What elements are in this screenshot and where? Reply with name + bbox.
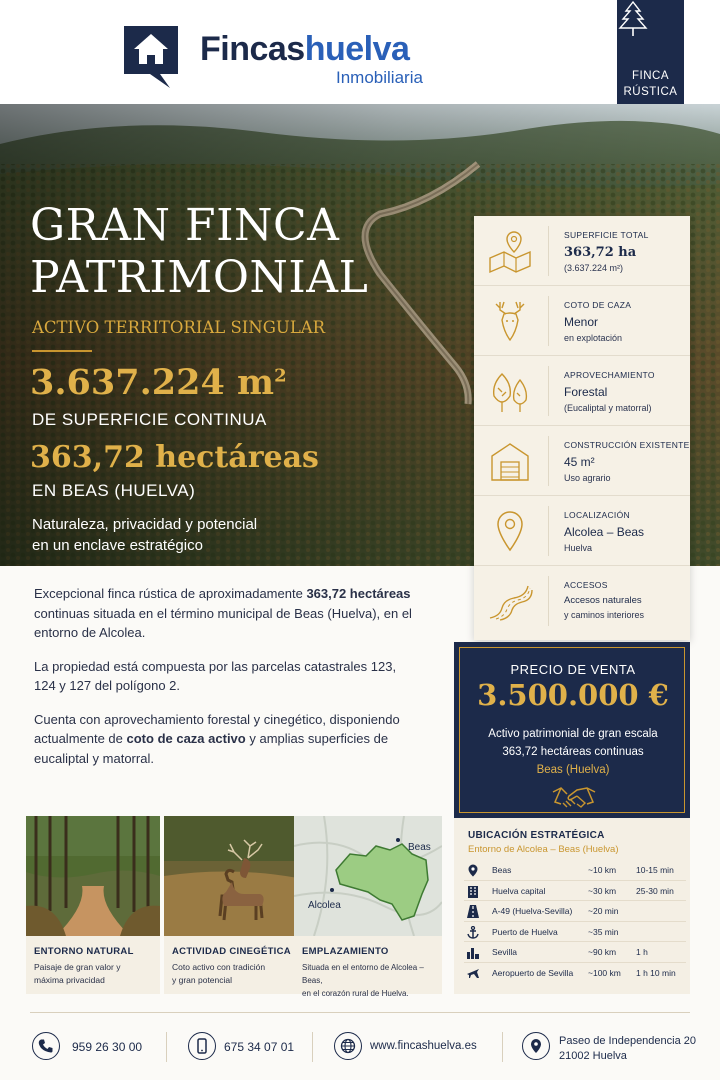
trees-icon <box>486 368 534 414</box>
hero-title: GRAN FINCA PATRIMONIAL <box>30 200 369 303</box>
location-row: Puerto de Huelva ~35 min <box>464 922 686 943</box>
price-value: 3.500.000 € <box>477 678 669 712</box>
brand-name: Fincashuelva <box>200 30 410 68</box>
location-panel <box>454 818 690 994</box>
feature-superficie: SUPERFICIE TOTAL 363,72 ha (3.637.224 m²) <box>474 216 690 286</box>
hero-area-ha: 363,72 hectáreas <box>30 440 319 475</box>
footer-address: Paseo de Independencia 20 21002 Huelva <box>559 1035 697 1062</box>
description <box>34 584 414 782</box>
location-row: Aeropuerto de Sevilla ~100 km 1 h 10 min <box>464 963 686 984</box>
hero-area-m2-label: DE SUPERFICIE CONTINUA <box>32 410 267 429</box>
map-pin-icon <box>522 1032 550 1060</box>
barn-icon <box>486 438 534 484</box>
price-box <box>454 642 690 818</box>
footer <box>0 1012 720 1080</box>
feature-construccion: CONSTRUCCIÓN EXISTENTE 45 m² Uso agrario <box>474 426 690 496</box>
location-title: UBICACIÓN ESTRATÉGICA <box>468 830 605 841</box>
price-line2: 363,72 hectáreas continuas <box>502 746 644 758</box>
highway-icon <box>466 905 480 918</box>
ribbon-line2: RÚSTICA <box>623 86 678 98</box>
footer-mobile[interactable]: 675 34 07 01 <box>224 1040 295 1054</box>
location-row: Sevilla ~90 km 1 h <box>464 942 686 963</box>
price-line1: Activo patrimonial de gran escala <box>488 728 658 740</box>
hero-subtitle: ACTIVO TERRITORIAL SINGULAR <box>32 318 326 337</box>
feature-accesos: ACCESOS Accesos naturales y caminos interiores <box>474 566 690 636</box>
brand-subtitle: Inmobiliaria <box>336 68 423 87</box>
description-p1: Excepcional finca rústica de aproximadamente 363,72 hectáreas continuas situada en el término municipal de Beas (Huelva), en el entorno de Alcolea. <box>34 586 412 640</box>
hero-area-ha-label: EN BEAS (HUELVA) <box>32 481 196 500</box>
city-icon <box>466 946 480 959</box>
feature-coto-caza: COTO DE CAZA Menor en explotación <box>474 286 690 356</box>
feature-aprovechamiento: APROVECHAMIENTO Forestal (Eucaliptal y matorral) <box>474 356 690 426</box>
road-icon <box>486 578 534 624</box>
forest-path-image <box>26 816 160 936</box>
feature-localizacion: LOCALIZACIÓN Alcolea – Beas Huelva <box>474 496 690 566</box>
description-p2: La propiedad está compuesta por las parcelas catastrales 123, 124 y 127 del polígono 2. <box>34 658 397 693</box>
house-logo-icon <box>120 22 182 88</box>
hero-divider <box>32 350 92 352</box>
handshake-icon <box>551 782 597 812</box>
footer-phone[interactable]: 959 26 30 00 <box>72 1040 143 1054</box>
map-label-beas: Beas <box>408 842 431 853</box>
location-pin-icon <box>486 508 534 554</box>
ribbon-line1: FINCA <box>632 70 669 82</box>
airplane-icon <box>466 967 480 980</box>
price-label: PRECIO DE VENTA <box>510 662 636 677</box>
anchor-icon <box>466 926 480 939</box>
features-panel <box>474 216 690 640</box>
mobile-phone-icon[interactable] <box>188 1032 216 1060</box>
card-actividad-cinegetica: ACTIVIDAD CINEGÉTICA Coto activo con tradición y gran potencial <box>164 816 298 994</box>
map-pin-parcel-icon <box>486 228 534 274</box>
card-emplazamiento: Beas Alcolea EMPLAZAMIENTO Situada en el entorno de Alcolea – Beas, en el corazón rural de Huelva. <box>294 816 442 994</box>
footer-website[interactable]: www.fincashuelva.es <box>370 1040 477 1052</box>
description-p3: Cuenta con aprovechamiento forestal y cinegético, disponiendo actualmente de coto de caza activo y amplias superficies de eucaliptal y matorral. <box>34 711 400 766</box>
pine-tree-icon <box>617 0 649 38</box>
hero-tagline: Naturaleza, privacidad y potencial en un enclave estratégico <box>32 516 258 554</box>
location-row: A-49 (Huelva-Sevilla) ~20 min <box>464 901 686 922</box>
hero-area-m2: 3.637.224 $m^2$ <box>30 362 287 403</box>
location-row: Huelva capital ~30 km 25-30 min <box>464 881 686 902</box>
deer-photo-image <box>164 816 298 936</box>
globe-icon[interactable] <box>334 1032 362 1060</box>
price-line3: Beas (Huelva) <box>536 764 610 776</box>
deer-icon <box>486 298 534 344</box>
header <box>0 0 720 104</box>
location-map-image <box>294 816 442 936</box>
building-icon <box>466 885 480 898</box>
location-row: Beas ~10 km 10-15 min <box>464 860 686 881</box>
map-label-alcolea: Alcolea <box>308 900 341 911</box>
location-subtitle: Entorno de Alcolea – Beas (Huelva) <box>468 844 619 855</box>
card-entorno-natural: ENTORNO NATURAL Paisaje de gran valor y máxima privacidad <box>26 816 160 994</box>
pin-icon <box>466 864 480 877</box>
phone-icon[interactable] <box>32 1032 60 1060</box>
